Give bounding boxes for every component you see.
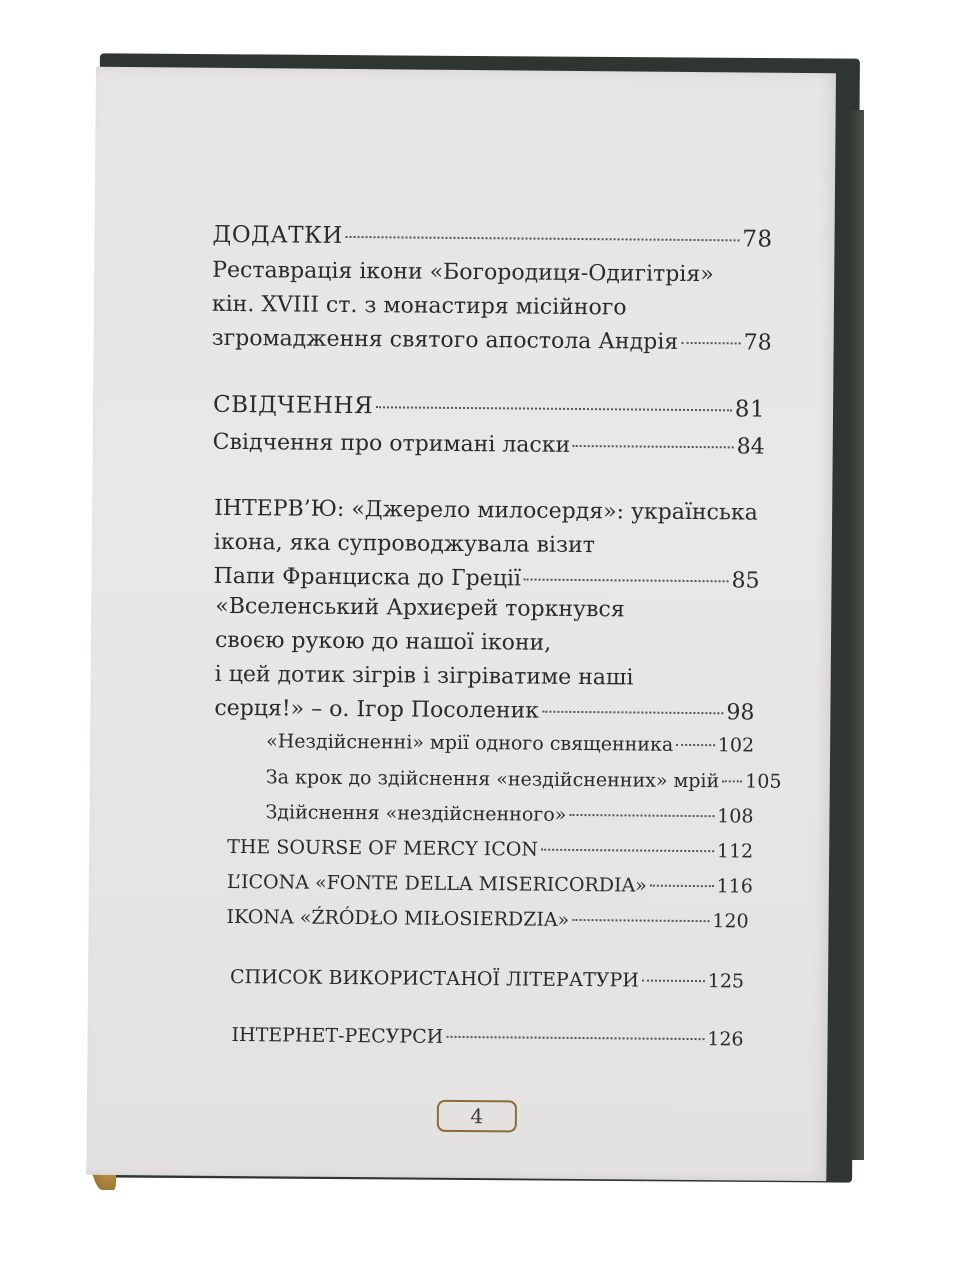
toc-entry-interview xyxy=(213,492,760,599)
dot-leader xyxy=(681,342,740,345)
dot-leader xyxy=(650,885,714,888)
toc-entry-title: THE SOURSE OF MERCY ICON xyxy=(227,835,539,861)
dot-leader xyxy=(524,579,729,583)
dot-leader xyxy=(446,1036,704,1040)
toc-entry-page: 108 xyxy=(717,805,754,828)
dot-leader xyxy=(542,711,723,715)
toc-entry-literature xyxy=(230,960,744,998)
toc-entry-english xyxy=(227,830,753,869)
toc-entry-line: ікона, яка супроводжувала візит xyxy=(213,529,595,559)
toc-entry-page: 81 xyxy=(734,396,766,423)
toc-entry-line: своєю рукою до нашої ікони, xyxy=(214,627,552,656)
toc-entry-title: IKONA «ŹRÓDŁO MIŁOSIERDZIA» xyxy=(226,905,570,931)
dot-leader xyxy=(569,814,714,817)
page-number: 4 xyxy=(470,1104,484,1129)
toc-entry-title: ДОДАТКИ xyxy=(212,221,344,249)
toc-entry-line: і цей дотик зігрів і зігріватиме наші xyxy=(214,661,634,691)
toc-entry-title: Свідчення про отримані ласки xyxy=(212,429,571,458)
toc-entry-page: 112 xyxy=(716,840,754,863)
dot-leader xyxy=(346,236,739,241)
toc-entry-title: Здійснення «нездійсненного» xyxy=(265,801,567,826)
dot-leader xyxy=(722,780,742,782)
toc-entry-line: згромадження святого апостола Андрія xyxy=(211,325,679,355)
toc-entry-italian xyxy=(227,865,753,904)
toc-entry-fulfilment xyxy=(265,795,753,833)
toc-entry-line: Папи Франциска до Греції xyxy=(213,563,522,592)
toc-entry-polish xyxy=(226,900,748,939)
toc-entry-page: 78 xyxy=(742,226,773,253)
toc-entry-page: 120 xyxy=(712,910,749,933)
toc-entry-page: 84 xyxy=(736,434,765,460)
book-edge xyxy=(848,110,864,1160)
toc-entry-svidchennia-laski xyxy=(213,426,765,465)
dot-leader xyxy=(572,919,709,922)
dot-leader xyxy=(676,744,715,746)
table-of-contents xyxy=(86,67,836,1181)
toc-entry-title: За крок до здійснення «нездійсненних» мрій xyxy=(265,766,720,793)
toc-entry-step xyxy=(265,760,782,798)
toc-entry-title: СПИСОК ВИКОРИСТАНОЇ ЛІТЕРАТУРИ xyxy=(229,965,639,992)
toc-entry-page: 78 xyxy=(743,330,772,356)
toc-entry-dodatky xyxy=(212,218,772,257)
toc-entry-svidchennia xyxy=(213,388,765,427)
toc-entry-quote xyxy=(214,590,755,731)
toc-entry-title: L’ICONA «FONTE DELLA MISERICORDIA» xyxy=(226,870,647,897)
toc-entry-page: 126 xyxy=(707,1028,744,1051)
toc-entry-title: СВІДЧЕННЯ xyxy=(212,391,374,420)
toc-entry-page: 102 xyxy=(717,734,755,757)
toc-entry-page: 116 xyxy=(716,875,753,898)
toc-entry-restoration xyxy=(211,254,772,361)
toc-entry-internet xyxy=(231,1018,743,1056)
toc-entry-dreams xyxy=(266,724,754,762)
dot-leader xyxy=(573,445,734,448)
toc-entry-line: серця!» – о. Ігор Посоленик xyxy=(214,695,540,724)
toc-entry-line: Реставрація ікони «Богородиця-Одигітрія» xyxy=(212,257,714,288)
toc-entry-title: ІНТЕРНЕТ-РЕСУРСИ xyxy=(231,1023,444,1048)
toc-entry-line: кін. XVIII ст. з монастиря місійного xyxy=(211,291,627,321)
book-page xyxy=(86,67,836,1181)
toc-entry-title: «Нездійсненні» мрії одного священника xyxy=(266,730,674,756)
dot-leader xyxy=(376,406,732,411)
dot-leader xyxy=(541,849,714,853)
page-number-frame xyxy=(437,1100,517,1133)
dot-leader xyxy=(642,980,705,983)
toc-entry-page: 98 xyxy=(726,700,755,726)
toc-entry-line: «Вселенський Архиєрей торкнувся xyxy=(215,593,625,623)
toc-entry-line: ІНТЕРВ’Ю: «Джерело милосердя»: українська xyxy=(214,495,758,526)
toc-entry-page: 85 xyxy=(731,568,760,594)
toc-entry-page: 125 xyxy=(707,970,745,993)
toc-entry-page: 105 xyxy=(745,770,782,793)
